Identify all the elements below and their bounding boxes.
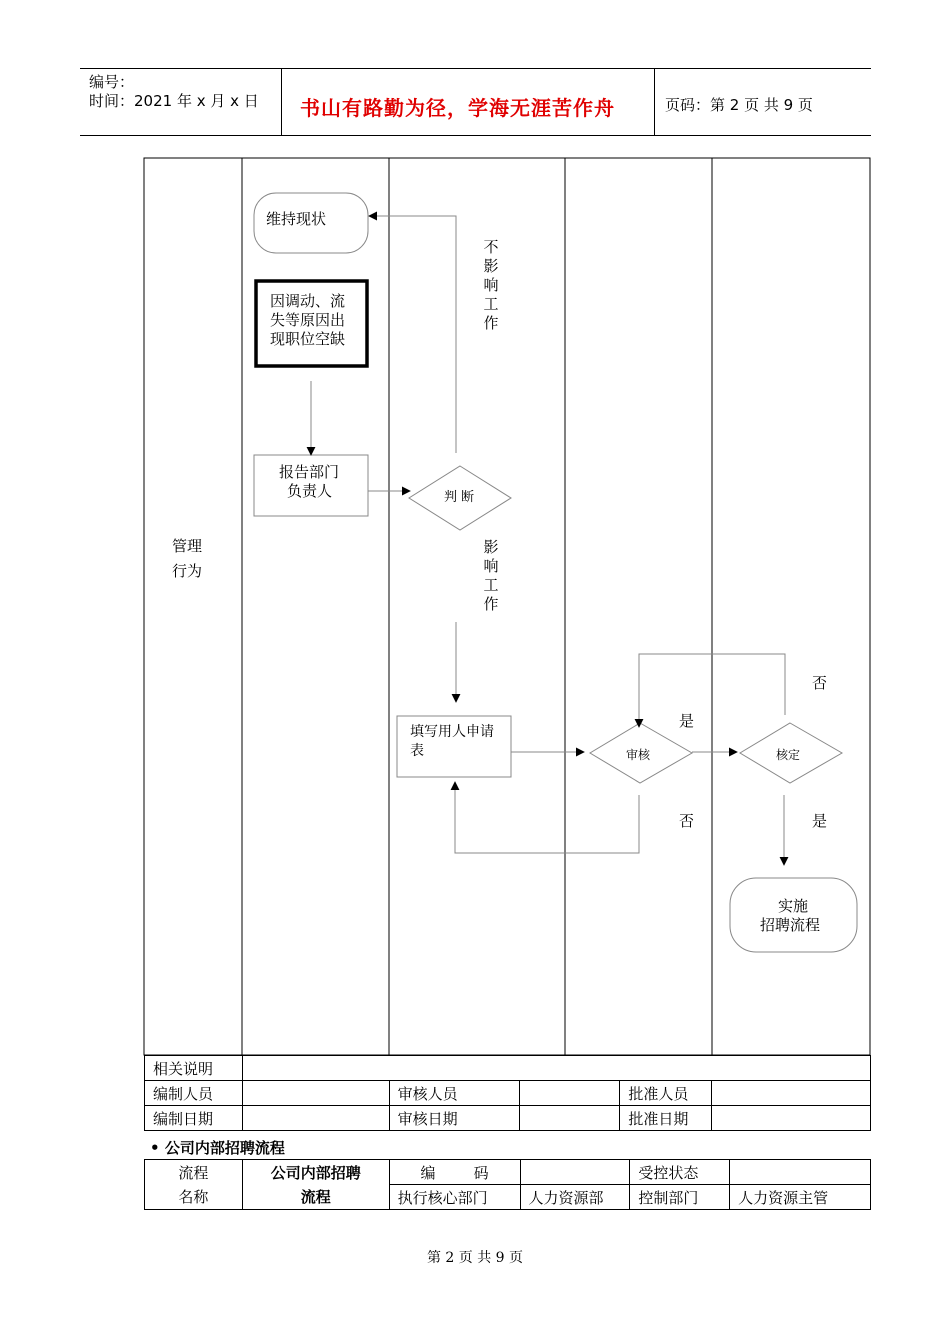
affect-char: 作: [483, 595, 499, 613]
not-affect-char: 作: [483, 314, 499, 332]
editor-value: [242, 1081, 389, 1106]
table-row: [145, 1160, 871, 1185]
review-yes-label: 是: [679, 712, 695, 730]
approve-date-label: 批准日期: [620, 1106, 712, 1131]
section-heading: [150, 1137, 285, 1158]
control-status-label: 受控状态: [630, 1160, 730, 1185]
flow-info-table: [144, 1159, 871, 1210]
affect-char: 响: [483, 557, 499, 575]
table-row: [145, 1106, 871, 1131]
not-affect-label: [483, 238, 499, 333]
vacancy-text-line2: 失等原因出: [270, 311, 346, 329]
code-label: 编 码: [389, 1160, 520, 1185]
arrow-review-reject: [455, 782, 639, 853]
vacancy-text-line3: 现职位空缺: [270, 330, 346, 348]
code-value: [520, 1160, 630, 1185]
flow-name-label-line1: 流程: [178, 1163, 209, 1182]
maintain-status-text: 维持现状: [266, 210, 327, 228]
not-affect-char: 工: [483, 295, 499, 313]
reviewer-label: 审核人员: [389, 1081, 520, 1106]
editor-label: 编制人员: [145, 1081, 243, 1106]
control-dept-label: 控制部门: [630, 1185, 730, 1210]
exec-dept-label: 执行核心部门: [389, 1185, 520, 1210]
implement-text-line2: 招聘流程: [760, 916, 821, 934]
edit-date-label: 编制日期: [145, 1106, 243, 1131]
header-time: 时间：2021 年 x 月 x 日: [89, 92, 259, 110]
implement-text-line1: 实施: [778, 897, 809, 915]
flow-name-label: [145, 1160, 243, 1210]
not-affect-char: 响: [483, 276, 499, 294]
flow-name-value-line2: 流程: [300, 1187, 331, 1206]
approve-no-label: 否: [812, 674, 828, 692]
flow-name-value: [242, 1160, 389, 1210]
review-date-label: 审核日期: [389, 1106, 520, 1131]
control-status-value: [730, 1160, 871, 1185]
review-date-value: [520, 1106, 620, 1131]
not-affect-char: 影: [483, 257, 499, 275]
header-motto: 书山有路勤为径，学海无涯苦作舟: [300, 96, 615, 120]
affect-label: [483, 538, 499, 614]
approver-value: [712, 1081, 871, 1106]
judge-text: 判 断: [444, 490, 475, 505]
affect-char: 影: [483, 538, 499, 556]
section-bullet: •: [150, 1139, 160, 1157]
control-dept-value: 人力资源主管: [730, 1185, 871, 1210]
not-affect-char: 不: [483, 238, 499, 256]
report-text-line2: 负责人: [287, 482, 333, 500]
category-label-line1: 管理: [172, 537, 203, 555]
footer-page-number: 第 2 页 共 9 页: [426, 1250, 524, 1266]
review-text: 审核: [626, 748, 651, 762]
affect-char: 工: [483, 576, 499, 594]
notes-value: [242, 1056, 870, 1081]
category-label-line2: 行为: [172, 562, 203, 580]
flow-name-label-line2: 名称: [178, 1187, 209, 1206]
signoff-table: [144, 1055, 871, 1131]
header-page-number: 页码：第 2 页 共 9 页: [665, 96, 813, 114]
edit-date-value: [242, 1106, 389, 1131]
section-title: 公司内部招聘流程: [164, 1139, 285, 1157]
report-text-line1: 报告部门: [279, 463, 340, 481]
approve-yes-label: 是: [812, 812, 828, 830]
header-number: 编号：: [89, 73, 135, 91]
apply-form-text-line2: 表: [410, 743, 424, 759]
table-row: [145, 1081, 871, 1106]
approve-date-value: [712, 1106, 871, 1131]
arrow-judge-to-maintain: [369, 216, 456, 453]
vacancy-text-line1: 因调动、流: [270, 292, 346, 310]
reviewer-value: [520, 1081, 620, 1106]
approve-text: 核定: [776, 748, 801, 762]
exec-dept-value: 人力资源部: [520, 1185, 630, 1210]
approver-label: 批准人员: [620, 1081, 712, 1106]
notes-label: 相关说明: [145, 1056, 243, 1081]
table-row: [145, 1056, 871, 1081]
flow-name-value-line1: 公司内部招聘: [270, 1163, 361, 1182]
apply-form-text-line1: 填写用人申请: [410, 724, 494, 740]
review-no-label: 否: [679, 812, 695, 830]
